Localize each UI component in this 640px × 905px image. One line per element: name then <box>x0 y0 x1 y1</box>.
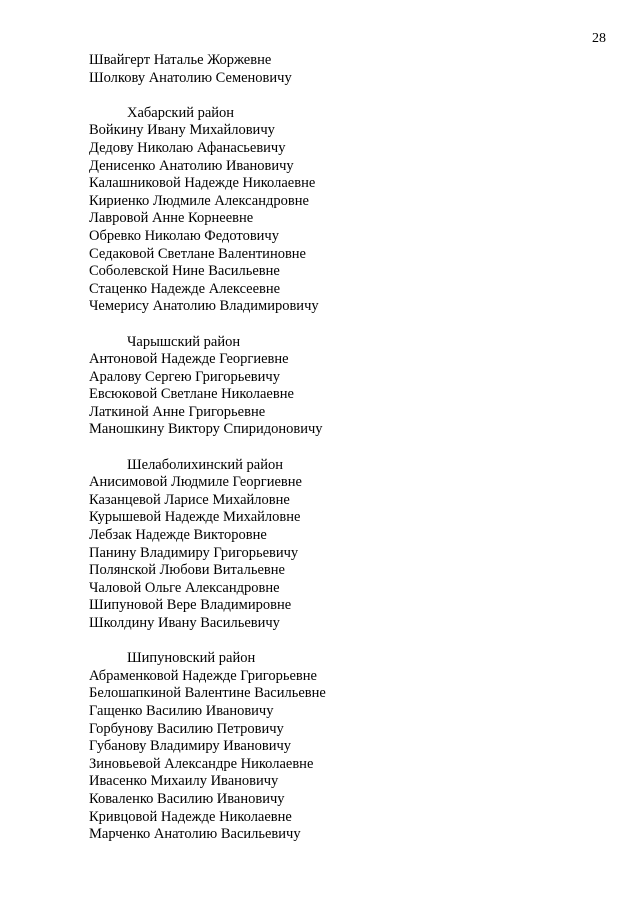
name-entry: Марченко Анатолию Васильевичу <box>89 826 301 843</box>
name-entry: Кириенко Людмиле Александровне <box>89 192 309 209</box>
name-entry: Горбунову Василию Петровичу <box>89 720 284 737</box>
name-entry: Лебзак Надежде Викторовне <box>89 527 267 544</box>
name-entry: Гащенко Василию Ивановичу <box>89 702 274 719</box>
name-entry: Седаковой Светлане Валентиновне <box>89 245 306 262</box>
name-entry: Анисимовой Людмиле Георгиевне <box>89 474 302 491</box>
name-entry: Зиновьевой Александре Николаевне <box>89 755 314 772</box>
name-entry: Маношкину Виктору Спиридоновичу <box>89 421 323 438</box>
name-entry: Чемерису Анатолию Владимировичу <box>89 298 319 315</box>
name-entry: Швайгерт Наталье Жоржевне <box>89 52 272 68</box>
name-entry: Калашниковой Надежде Николаевне <box>89 175 316 192</box>
name-entry: Ивасенко Михаилу Ивановичу <box>89 773 279 790</box>
name-entry: Соболевской Нине Васильевне <box>89 263 280 280</box>
name-entry: Евсюковой Светлане Николаевне <box>89 386 294 403</box>
district-heading: Шипуновский район <box>127 650 256 667</box>
district-section-shelabolikhinsky <box>89 457 609 633</box>
district-heading: Шелаболихинский район <box>127 456 284 473</box>
page-number: 28 <box>592 31 606 46</box>
name-entry: Лавровой Анне Корнеевне <box>89 210 254 227</box>
name-entry: Школдину Ивану Васильевичу <box>89 615 280 631</box>
intro-name-list <box>89 52 609 87</box>
district-section-khabarsky <box>89 105 609 316</box>
name-entry: Обревко Николаю Федотовичу <box>89 227 279 244</box>
name-entry: Шипуновой Вере Владимировне <box>89 597 292 614</box>
name-entry: Войкину Ивану Михайловичу <box>89 122 275 139</box>
name-entry: Кривцовой Надежде Николаевне <box>89 808 292 825</box>
name-entry: Абраменковой Надежде Григорьевне <box>89 667 317 684</box>
name-entry: Антоновой Надежде Георгиевне <box>89 351 289 368</box>
name-entry: Чаловой Ольге Александровне <box>89 579 280 596</box>
name-entry: Дедову Николаю Афанасьевичу <box>89 139 286 156</box>
name-entry: Шолкову Анатолию Семеновичу <box>89 69 292 86</box>
district-heading: Хабарский район <box>127 104 235 121</box>
name-entry: Стаценко Надежде Алексеевне <box>89 280 281 297</box>
name-entry: Панину Владимиру Григорьевичу <box>89 544 299 561</box>
name-entry: Полянской Любови Витальевне <box>89 562 285 579</box>
district-section-shipunovsky <box>89 650 609 844</box>
name-entry: Белошапкиной Валентине Васильевне <box>89 685 326 702</box>
name-entry: Денисенко Анатолию Ивановичу <box>89 157 294 174</box>
name-entry: Казанцевой Ларисе Михайловне <box>89 491 290 508</box>
district-section-charyshsky <box>89 334 609 440</box>
name-entry: Латкиной Анне Григорьевне <box>89 403 266 420</box>
name-entry: Аралову Сергею Григорьевичу <box>89 368 280 385</box>
name-entry: Курышевой Надежде Михайловне <box>89 509 301 526</box>
district-heading: Чарышский район <box>127 333 241 350</box>
document-body <box>89 52 609 844</box>
name-entry: Коваленко Василию Ивановичу <box>89 790 285 807</box>
name-entry: Губанову Владимиру Ивановичу <box>89 738 292 755</box>
